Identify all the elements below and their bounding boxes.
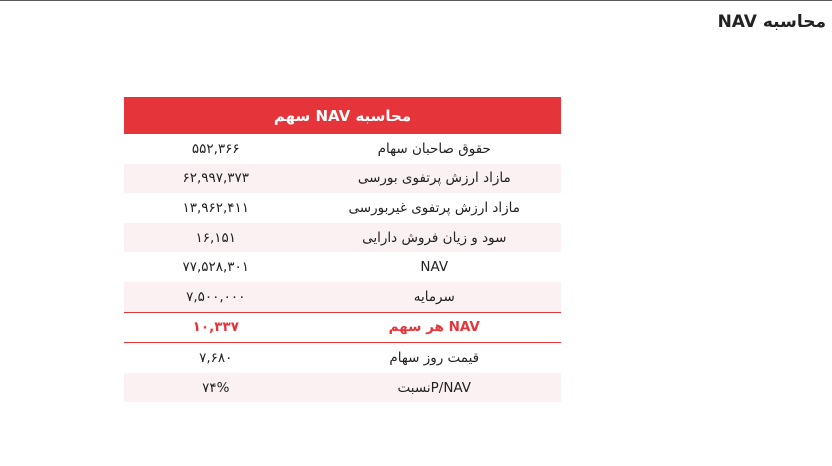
table-row	[124, 223, 561, 253]
table-row	[124, 252, 561, 282]
row-label-nav-per-share: NAV هر سهم	[308, 312, 561, 343]
table-row-highlight	[124, 312, 561, 343]
row-label-nav: NAV	[308, 252, 561, 282]
row-value-asset-sale-gain: ۱۶,۱۵۱	[124, 223, 308, 253]
row-value-nav: ۷۷,۵۲۸,۳۰۱	[124, 252, 308, 282]
table-row	[124, 164, 561, 194]
row-value-share-price: ۷,۶۸۰	[124, 343, 308, 373]
row-label-asset-sale-gain: سود و زیان فروش دارایی	[308, 223, 561, 253]
table-row	[124, 373, 561, 403]
table-row	[124, 193, 561, 223]
table-row	[124, 282, 561, 312]
table-row	[124, 134, 561, 164]
table-header-row	[124, 97, 561, 134]
table-header: محاسبه NAV سهم	[124, 97, 561, 134]
row-label-p-nav-ratio: P/NAVنسبت	[308, 373, 561, 403]
row-label-share-price: قیمت روز سهام	[308, 343, 561, 373]
row-label-listed-portfolio-surplus: مازاد ارزش پرتفوی بورسی	[308, 164, 561, 194]
row-value-nav-per-share: ۱۰,۳۳۷	[124, 312, 308, 343]
row-value-capital: ۷,۵۰۰,۰۰۰	[124, 282, 308, 312]
page-title: محاسبه NAV	[717, 12, 826, 32]
row-label-unlisted-portfolio-surplus: مازاد ارزش پرتفوی غیربورسی	[308, 193, 561, 223]
row-value-listed-portfolio-surplus: ۶۲,۹۹۷,۳۷۳	[124, 164, 308, 194]
row-label-capital: سرمایه	[308, 282, 561, 312]
nav-calculation-table	[124, 97, 561, 402]
row-value-p-nav-ratio: ۷۴%	[124, 373, 308, 403]
row-label-equity: حقوق صاحبان سهام	[308, 134, 561, 164]
row-value-unlisted-portfolio-surplus: ۱۳,۹۶۲,۴۱۱	[124, 193, 308, 223]
top-divider	[0, 0, 832, 1]
row-value-equity: ۵۵۲,۳۶۶	[124, 134, 308, 164]
table-row	[124, 343, 561, 373]
